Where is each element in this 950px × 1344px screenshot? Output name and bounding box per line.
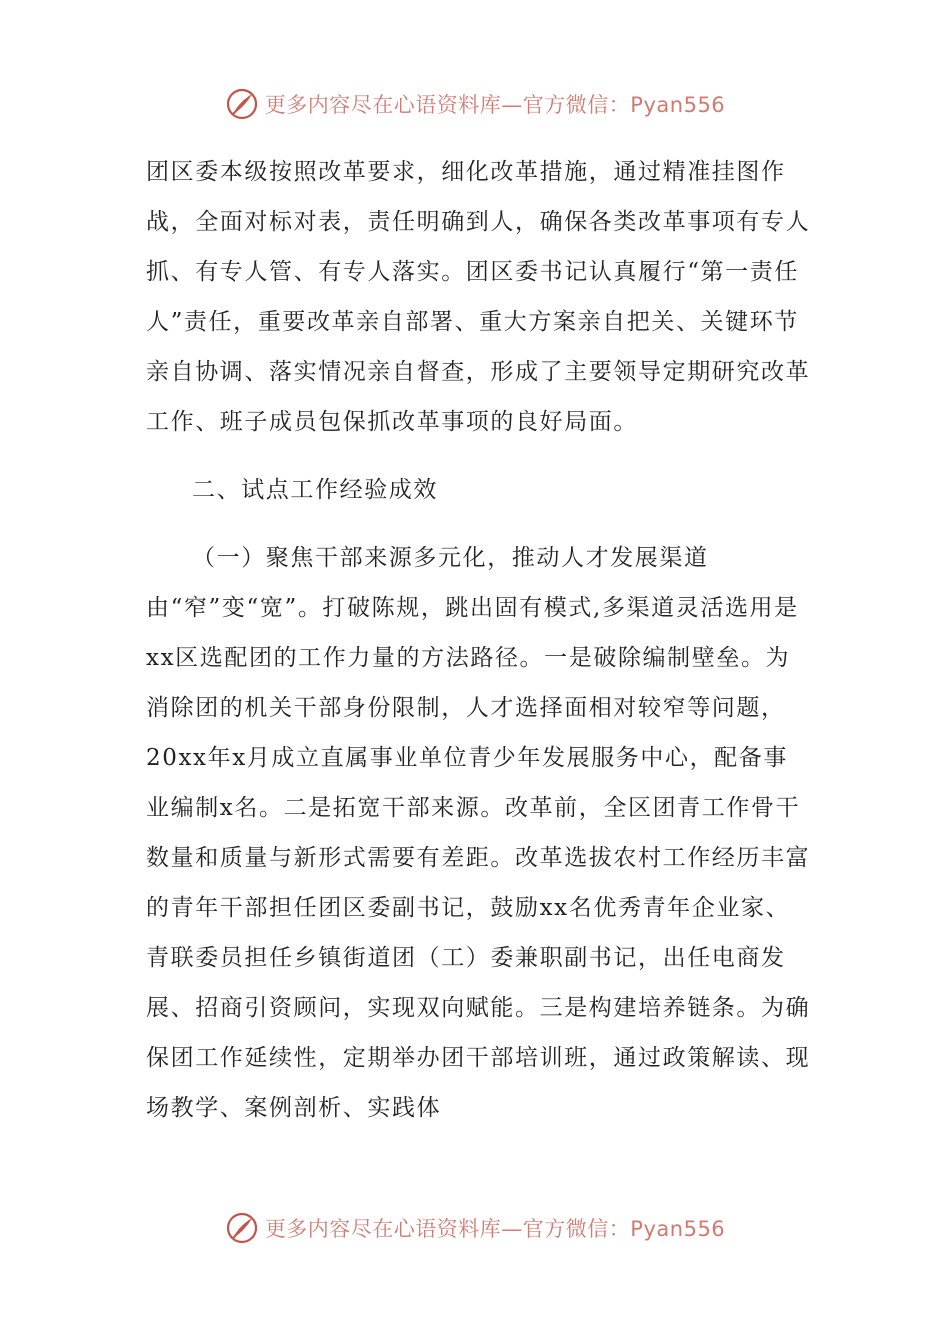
header-watermark-banner [0, 84, 950, 124]
section-heading: 二、试点工作经验成效 [192, 477, 438, 503]
paragraph-reform-measures: 团区委本级按照改革要求，细化改革措施，通过精准挂图作战，全面对标对表，责任明确到人，确保各类改革事项有专人抓、有专人管、有专人落实。团区委书记认真履行“第一责任人”责任，重要改革亲自部署、重大方案亲自把关、关键环节亲自协调、落实情况亲自督查，形成了主要领导定期研究改革工作、班子成员包保抓改革事项的良好局面。 [146, 159, 811, 435]
document-body [146, 147, 811, 1133]
banner-text: 更多内容尽在心语资料库—官方微信：Pyan556 [264, 1217, 726, 1241]
quill-logo-icon [225, 87, 259, 121]
quill-logo-icon [225, 1211, 259, 1245]
paragraph-cadre-sources: （一）聚焦干部来源多元化，推动人才发展渠道由“窄”变“宽”。打破陈规，跳出固有模式,多渠道灵活选用是xx区选配团的工作力量的方法路径。一是破除编制壁垒。为消除团的机关干部身份限制，人才选择面相对较窄等问题，20xx年x月成立直属事业单位青少年发展服务中心，配备事业编制x名。二是拓宽干部来源。改革前，全区团青工作骨干数量和质量与新形式需要有差距。改革选拔农村工作经历丰富的青年干部担任团区委副书记，鼓励xx名优秀青年企业家、青联委员担任乡镇街道团（工）委兼职副书记，出任电商发展、招商引资顾问，实现双向赋能。三是构建培养链条。为确保团工作延续性，定期举办团干部培训班，通过政策解读、现场教学、案例剖析、实践体 [146, 545, 811, 1121]
banner-text: 更多内容尽在心语资料库—官方微信：Pyan556 [264, 93, 726, 117]
footer-watermark-banner [0, 1208, 950, 1248]
